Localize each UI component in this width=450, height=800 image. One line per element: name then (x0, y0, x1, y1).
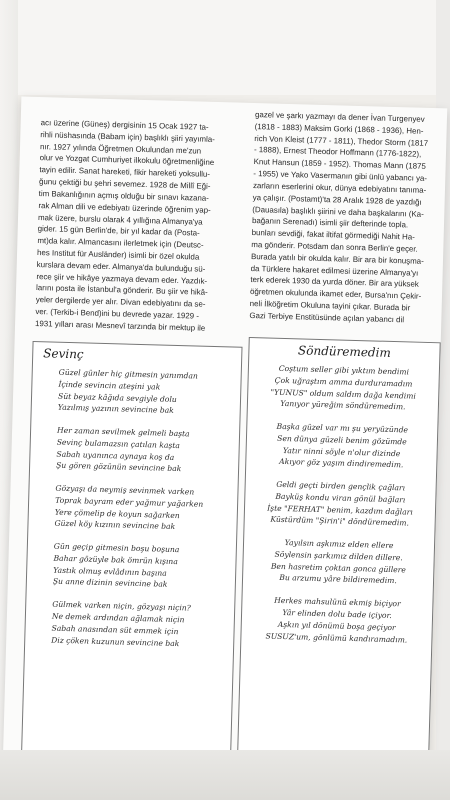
text-line: rihli nüshasında (Babam için) başlıklı şiiri yayımla- (40, 129, 215, 144)
background-top (0, 0, 450, 95)
poem-line: Geldi geçti birden gençlik çağları (276, 479, 406, 493)
poem-line: İşte "FERHAT" benim, kazdım dağları (267, 503, 413, 517)
text-line: - 1955) ve Yako Vasermanın gibi ünlü yabancı ya- (253, 169, 428, 183)
poem-stanza (28, 482, 237, 535)
poem-line: Söylensin şarkımız dilden dillere. (274, 549, 403, 563)
text-line: tayin edilir. Sanat hareketi, fikir hareketi yoksullu- (39, 165, 211, 180)
poem-line: Gülmek varken niçin, gözyaşı niçin? (52, 599, 191, 613)
text-line: acı üzerine (Güneş) dergisinin 15 Ocak 1927 ta- (40, 118, 209, 132)
text-line: mt)da kalır. Almancasını ilerletmek için (Deutsc- (37, 236, 204, 250)
text-line: rece şiir ve hikâye yazmaya devam eder. Yazdık- (36, 271, 208, 286)
poem-line: Sabah uyanınca aynaya koş da (56, 449, 175, 462)
poem-line: Diz çöken kuzunun sevincine bak (51, 635, 180, 648)
text-line: nır. 1927 yılında Öğretmen Okulundan me'zun (39, 141, 202, 156)
right-text-column (249, 109, 447, 327)
poem-line: Şu gören gözünün sevincine bak (56, 461, 182, 474)
table-edge (0, 750, 450, 800)
text-line: terk ederek 1930 da yurda döner. Bir ara yüksek (250, 275, 419, 290)
poem-line: Gözyaşı da neymiş sevinmek varken (55, 483, 195, 497)
poem-line: "YUNUS" oldum saldım dağa kendimi (270, 387, 416, 401)
text-line: 1931 yılları arası Mesnevî tarzında bir mektup ile (34, 318, 206, 333)
poem-line: Ben hasretim çoktan gonca güllere (270, 561, 406, 575)
poem-stanza (248, 362, 439, 414)
text-line: hes Institut für Ausländer) isimli bir özel okulda (36, 247, 200, 262)
poem-line: Bahar gözüyle bak ömrün kışına (53, 553, 178, 567)
poem-stanza (25, 598, 234, 651)
poem-line: Yanıyor yüreğim söndüremedim. (280, 399, 406, 412)
poem-line: Sevinç bulamazsın çatılan kaşta (56, 437, 181, 450)
text-line: ğunu çektiği bu şehri sevemez. 1928 de Millî Eği- (38, 177, 211, 191)
text-line: Burada yatılı bir okulda kalır. Bir ara bir konuşma- (250, 251, 424, 266)
poem-line: Yâr elinden dolu bade içiyor. (282, 608, 392, 621)
poem-line: Çok uğraştım amma durduramadım (274, 375, 413, 389)
poem-line: Aşkın yıl dönümü boşa geçiyor (277, 619, 396, 632)
text-line: kurslara devam eder. Almanya'da bulunduğu sü- (36, 259, 206, 274)
poem-box-sonduremedim (237, 337, 441, 769)
text-line: (Dauasıla) başlıklı şiirini ve daha başkalarını (Ka- (252, 204, 424, 219)
poem-line: Güzel günler hiç gitmesin yanımdan (58, 367, 198, 381)
poem-title: Sevinç (43, 346, 84, 362)
text-line: bağanın Serenadı) isimli şiir defterinde topla. (251, 216, 409, 230)
poem-line: Küstürdüm "Şirin'i" döndüremedim. (270, 515, 410, 528)
text-line: (1818 - 1883) Maksim Gorki (1868 - 1936), Hen- (254, 121, 424, 136)
left-text-column (35, 117, 249, 335)
text-line: ver. (Terkib-i Bend)ini bu devrede yazar. 1929 - (35, 307, 200, 321)
text-line: gider. 15 gün Berlin'de, bir yıl kadar da (Posta- (37, 224, 200, 238)
poem-body (241, 362, 439, 647)
poem-stanza (246, 420, 437, 472)
poem-stanza (243, 536, 434, 588)
text-line: tim Bakanlığının açmış olduğu bir sınavı kazana- (38, 188, 209, 203)
poem-line: Herkes mahsulünü ekmiş biçiyor (274, 596, 401, 609)
poem-stanza (27, 540, 236, 593)
poem-line: Yayılsın aşkımız elden ellere (284, 538, 394, 551)
poem-stanza (30, 424, 239, 477)
poem-line: Bayküş kondu viran gönül bağları (275, 491, 406, 505)
poem-title: Söndüremedim (297, 343, 392, 360)
text-line: ya çalışır. (Postamt)'ta 28 Aralık 1928 de yazdığı (252, 192, 422, 207)
text-line: larını posta ile İstanbul'a gönderir. Bu şiir ve hikâ- (35, 283, 208, 298)
poem-line: Süt beyaz kâğıda sevgiyle dolu (57, 391, 177, 404)
text-line: mak üzere, burslu olarak 4 yıllığına Almanya'ya (37, 212, 203, 227)
poem-stanza (32, 366, 241, 419)
text-line: gazel ve şarkı yazmayı da dener İvan Turgenyev (254, 110, 425, 124)
poem-line: Sabah anasından süt emmek için (51, 623, 179, 636)
text-line: ma gönderir. Potsdam dan sonra Berlin'e geçer. (251, 239, 418, 254)
poem-body (25, 366, 241, 651)
text-line: rich Von Kleist (1777 - 1811), Thedor Storm (1817 (254, 133, 429, 148)
book-page (3, 97, 447, 769)
poem-line: SUSUZ'um, gönlümü kandıramadım. (265, 631, 408, 645)
text-line: olur ve Yozgat Cumhuriyet ilkokulu öğretmenliğine (39, 153, 215, 168)
poem-line: İçinde sevincin ateşini yak (58, 379, 161, 392)
text-line: bunları sevdiği, fakat iltifat görmediği Nahit Ha- (251, 228, 415, 242)
text-line: rak Alman dili ve edebiyatı üzerinde öğrenim yap- (38, 200, 211, 215)
poem-line: Yatır ninni söyle n'olur dizinde (282, 445, 401, 458)
poem-line: Akıyor göz yaşım dindiremedim. (279, 457, 404, 470)
poem-line: Coştum seller gibi yıktım bendimi (278, 363, 410, 377)
text-line: Knut Hansun (1859 - 1952). Thomas Mann (1875 (253, 157, 426, 172)
poem-line: Bu arzumu yâre bildiremedim. (279, 573, 397, 586)
poem-stanza (241, 594, 432, 646)
poem-line: Başka güzel var mı şu yeryüzünde (276, 421, 409, 435)
text-line: yeler dergilerde yer alır. Divan edebiyatını da se- (35, 295, 206, 309)
text-line: - 1888), Ernest Theodor Hoffmann (1776-1822), (253, 145, 422, 160)
poem-line: Toprak bayram eder yağmur yağarken (55, 495, 204, 509)
text-line: öğretmen okulunda ikamet eder, Bursa'nın Çekir- (249, 287, 422, 301)
poem-line: Gün geçip gitmesin boşu boşuna (53, 541, 180, 555)
poem-line: Sen dünya güzeli benim gözümde (277, 433, 407, 447)
poem-line: Şu anne dizinin sevincine bak (52, 577, 168, 590)
text-line: Gazi Terbiye Enstitüsünde açılan yabancı dil (249, 310, 405, 325)
poem-line: Güzel köy kızının sevincine bak (54, 519, 176, 532)
poem-line: Yazılmış yazının sevincine bak (57, 402, 174, 416)
poem-box-sevinc (21, 341, 243, 769)
poem-line: Ne demek ardından ağlamak niçin (51, 611, 185, 625)
text-line: zarların eserlerini okur, dünya edebiyatını tanıma- (252, 180, 427, 195)
poem-line: Yere çömelip de koyun sağarken (54, 507, 180, 520)
text-line: neli İlköğretim Okuluna tayini çıkar. Burada bir (249, 298, 411, 313)
poem-stanza (245, 478, 436, 530)
text-line: da Türklere hakaret edilmesi üzerine Almanya'yı (250, 263, 419, 278)
poem-line: Her zaman sevilmek gelmeli başta (56, 425, 190, 439)
poem-line: Yastık olmuş evlâdının başına (53, 565, 167, 578)
